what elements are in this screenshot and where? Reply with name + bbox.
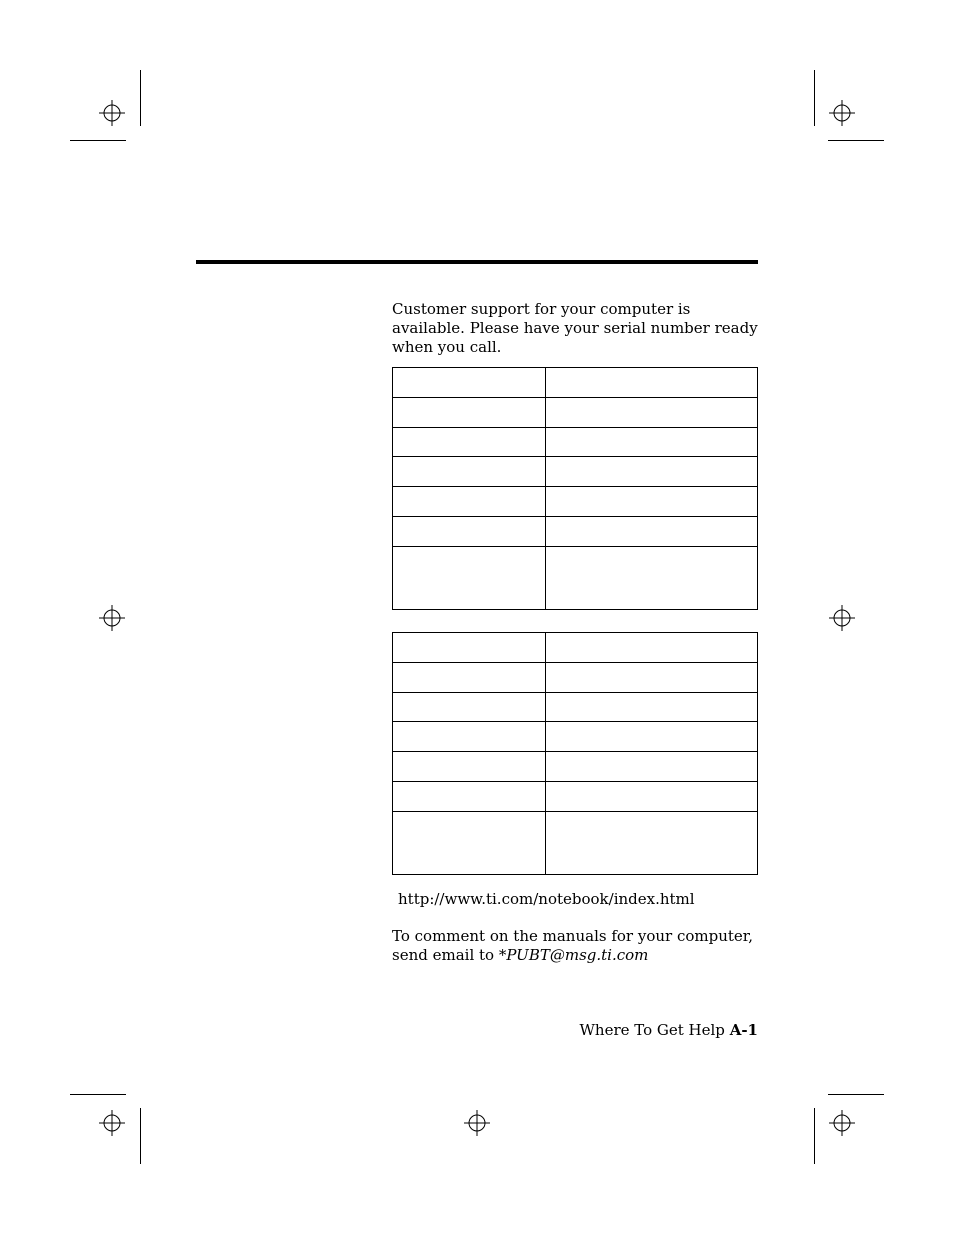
table-cell [546, 662, 758, 692]
table-cell [546, 752, 758, 782]
table-cell [393, 397, 546, 427]
table-row [393, 516, 758, 546]
table-row [393, 752, 758, 782]
table-row [393, 427, 758, 457]
support-table-2 [392, 632, 758, 875]
table-cell [546, 368, 758, 398]
crop-mark-bottom-left-vertical [140, 1108, 141, 1164]
table-row [393, 811, 758, 874]
table-cell [546, 811, 758, 874]
table-cell [546, 487, 758, 517]
table-cell [546, 427, 758, 457]
registration-mark-icon [829, 1110, 855, 1136]
crop-mark-top-left-vertical [140, 70, 141, 126]
table-row [393, 487, 758, 517]
table-row [393, 368, 758, 398]
registration-mark-icon [829, 100, 855, 126]
crop-mark-top-left-horizontal [70, 140, 126, 141]
table-cell [393, 457, 546, 487]
table-cell [393, 692, 546, 722]
table-cell [546, 516, 758, 546]
table-row [393, 722, 758, 752]
table-cell [393, 427, 546, 457]
website-url: http://www.ti.com/notebook/index.html [398, 890, 695, 908]
crop-mark-bottom-right-horizontal [828, 1094, 884, 1095]
crop-mark-top-right-horizontal [828, 140, 884, 141]
table-cell [393, 633, 546, 663]
page-number: A-1 [729, 1021, 758, 1039]
registration-mark-icon [99, 605, 125, 631]
table-cell [393, 752, 546, 782]
table-cell [393, 811, 546, 874]
registration-mark-icon [464, 1110, 490, 1136]
table-cell [546, 546, 758, 609]
comment-email: *PUBT@msg.ti.com [498, 946, 649, 965]
intro-paragraph: Customer support for your computer is available. Please have your serial number ready when you call. [392, 300, 758, 357]
comment-text: To comment on the manuals for your computer, send email to [392, 927, 754, 965]
table-cell [546, 692, 758, 722]
table-cell [393, 662, 546, 692]
table-cell [393, 781, 546, 811]
table-row [393, 633, 758, 663]
crop-mark-bottom-left-horizontal [70, 1094, 126, 1095]
registration-mark-icon [99, 100, 125, 126]
table-row [393, 692, 758, 722]
table-cell [546, 781, 758, 811]
crop-mark-top-right-vertical [814, 70, 815, 126]
table-cell [393, 487, 546, 517]
chapter-header-rule [196, 260, 758, 264]
table-cell [546, 722, 758, 752]
table-row [393, 662, 758, 692]
table-row [393, 781, 758, 811]
registration-mark-icon [829, 605, 855, 631]
table-cell [393, 368, 546, 398]
table-cell [546, 457, 758, 487]
table-row [393, 546, 758, 609]
table-cell [546, 633, 758, 663]
table-row [393, 397, 758, 427]
crop-mark-bottom-right-vertical [814, 1108, 815, 1164]
support-table-1 [392, 367, 758, 610]
registration-mark-icon [99, 1110, 125, 1136]
table-cell [393, 516, 546, 546]
page-footer [579, 1021, 758, 1040]
table-cell [393, 546, 546, 609]
table-cell [546, 397, 758, 427]
footer-section-title: Where To Get Help [579, 1021, 730, 1039]
table-cell [393, 722, 546, 752]
comment-paragraph [392, 927, 762, 965]
table-row [393, 457, 758, 487]
